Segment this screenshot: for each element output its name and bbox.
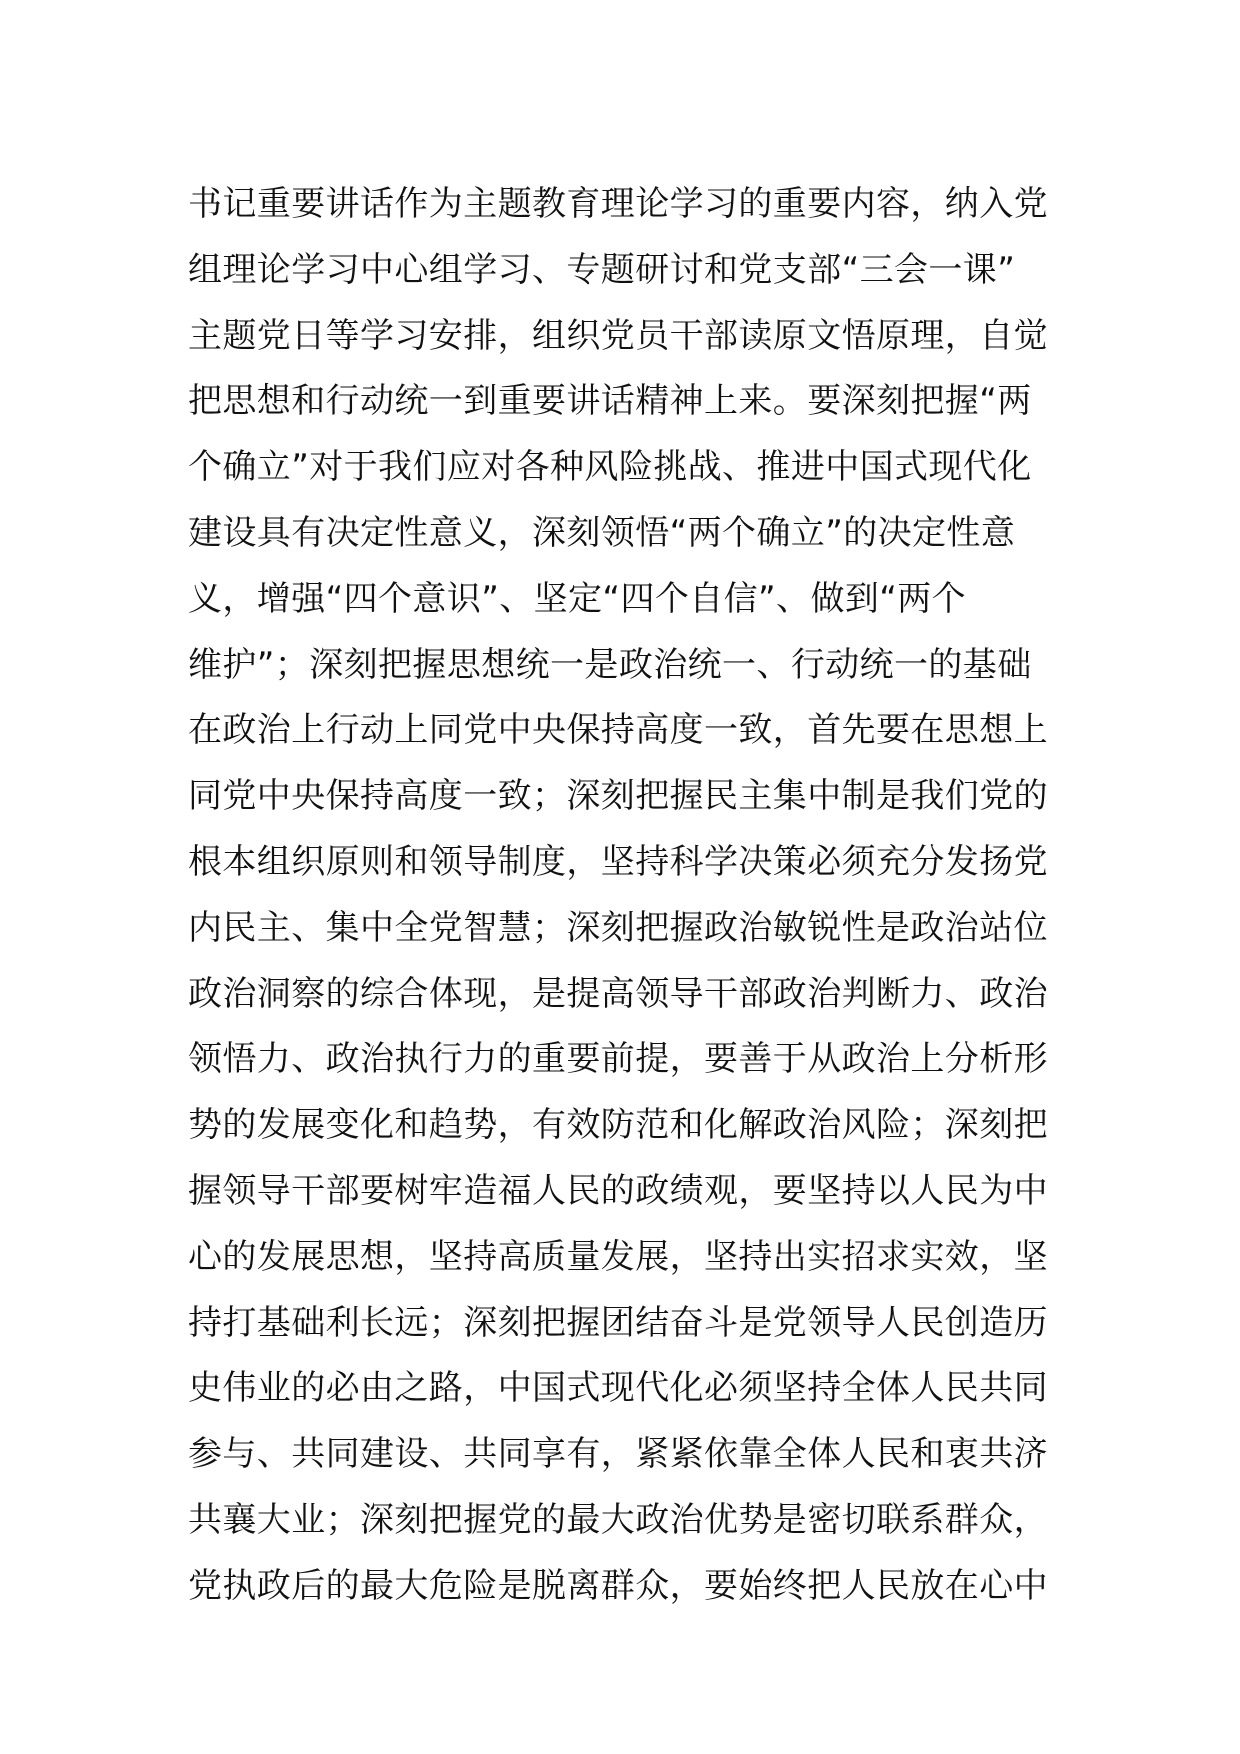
text-line: 共襄大业；深刻把握党的最大政治优势是密切联系群众， bbox=[188, 1499, 1048, 1540]
text-line: 党执政后的最大危险是脱离群众，要始终把人民放在心中 bbox=[188, 1565, 1048, 1606]
text-line: 个确立”对于我们应对各种风险挑战、推进中国式现代化 bbox=[188, 447, 1032, 488]
text-line: 领悟力、政治执行力的重要前提，要善于从政治上分析形 bbox=[188, 1039, 1048, 1080]
text-line: 书记重要讲话作为主题教育理论学习的重要内容，纳入党 bbox=[188, 184, 1048, 224]
text-line: 参与、共同建设、共同享有，紧紧依靠全体人民和衷共济 bbox=[188, 1434, 1048, 1475]
text-line: 握领导干部要树牢造福人民的政绩观，要坚持以人民为中 bbox=[188, 1170, 1048, 1211]
text-line: 义，增强“四个意识”、坚定“四个自信”、做到“两个 bbox=[188, 578, 967, 619]
text-line: 把思想和行动统一到重要讲话精神上来。要深刻把握“两 bbox=[188, 381, 1032, 422]
text-line: 建设具有决定性意义，深刻领悟“两个确立”的决定性意 bbox=[188, 512, 1016, 553]
text-line: 在政治上行动上同党中央保持高度一致，首先要在思想上 bbox=[188, 710, 1048, 751]
body-paragraph bbox=[188, 172, 1068, 1620]
text-line: 根本组织原则和领导制度，坚持科学决策必须充分发扬党 bbox=[188, 841, 1048, 882]
text-line: 主题党日等学习安排，组织党员干部读原文悟原理，自觉 bbox=[188, 315, 1048, 356]
text-line: 持打基础利长远；深刻把握团结奋斗是党领导人民创造历 bbox=[188, 1302, 1048, 1343]
text-line: 内民主、集中全党智慧；深刻把握政治敏锐性是政治站位 bbox=[188, 907, 1048, 948]
text-line: 史伟业的必由之路，中国式现代化必须坚持全体人民共同 bbox=[188, 1368, 1048, 1409]
text-line: 维护”；深刻把握思想统一是政治统一、行动统一的基础 bbox=[188, 644, 1032, 685]
text-line: 政治洞察的综合体现，是提高领导干部政治判断力、政治 bbox=[188, 973, 1048, 1014]
text-line: 心的发展思想，坚持高质量发展，坚持出实招求实效，坚 bbox=[188, 1236, 1048, 1277]
text-line: 势的发展变化和趋势，有效防范和化解政治风险；深刻把 bbox=[188, 1105, 1048, 1146]
text-line: 组理论学习中心组学习、专题研讨和党支部“三会一课” bbox=[188, 249, 1016, 290]
text-line: 同党中央保持高度一致；深刻把握民主集中制是我们党的 bbox=[188, 776, 1048, 817]
